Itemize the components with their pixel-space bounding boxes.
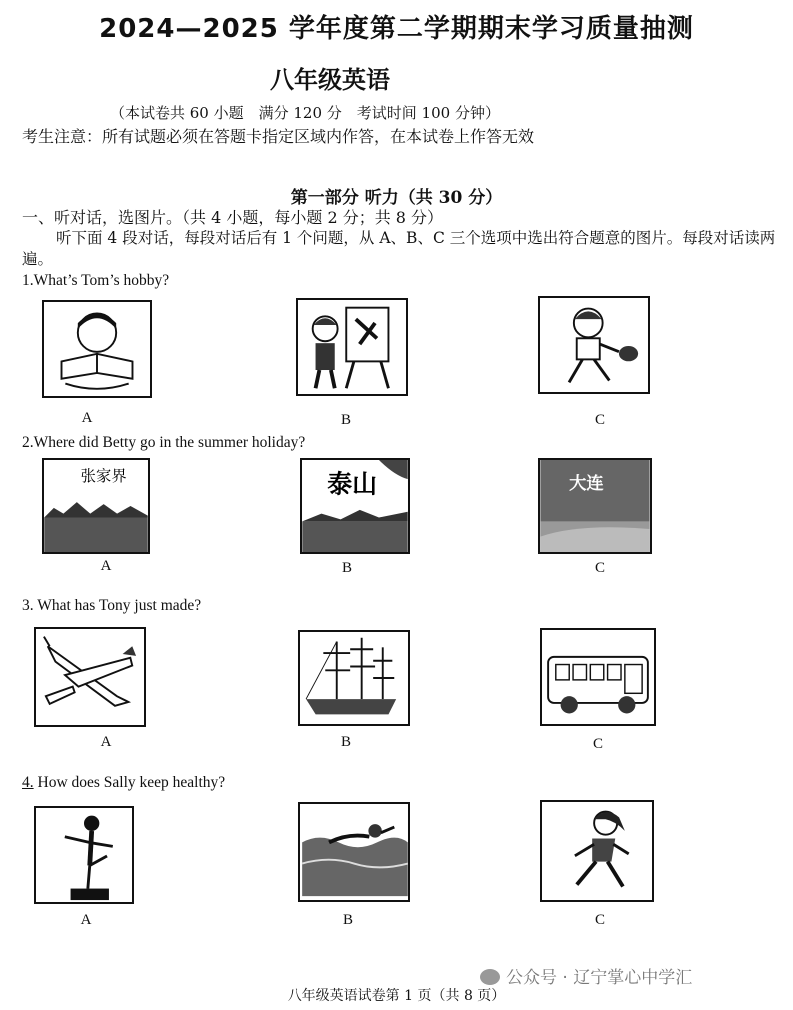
q3-option-a-label: A [100, 734, 112, 750]
question-4-text: How does Sally keep healthy? [33, 774, 226, 791]
q4-option-c-image [540, 800, 654, 902]
question-4-number: 4. [22, 774, 34, 791]
q1-option-c-image [538, 296, 650, 394]
part-heading: 第一部分 听力（共 30 分） [290, 188, 503, 208]
q2-option-a-image [42, 458, 150, 554]
question-3: 3. What has Tony just made? [22, 597, 202, 614]
wechat-icon [480, 969, 500, 985]
q1-option-c-label: C [594, 412, 605, 428]
q4-option-b-image [298, 802, 410, 902]
q2-option-a-caption: 张家界 [80, 467, 127, 486]
exam-subtitle: 八年级英语 [270, 66, 390, 94]
q2-option-c-image [538, 458, 652, 554]
exam-title: 2024—2025 学年度第二学期期末学习质量抽测 [99, 14, 694, 44]
q3-option-a-image [34, 627, 146, 727]
q3-option-b-label: B [340, 734, 351, 750]
question-4 [22, 774, 225, 792]
page-footer: 八年级英语试卷第 1 页（共 8 页） [287, 988, 506, 1004]
q2-option-b-image [300, 458, 410, 554]
q1-option-b-image [296, 298, 408, 396]
q3-option-c-label: C [592, 736, 603, 752]
q1-option-b-label: B [340, 412, 351, 428]
section-instruction: 听下面 4 段对话，每段对话后有 1 个问题，从 A、B、C 三个选项中选出符合题意的图片。每段对话读两遍。 [22, 229, 776, 268]
q1-option-a-label: A [81, 410, 93, 426]
section-heading: 一、听对话，选图片。（共 4 小题，每小题 2 分；共 8 分） [22, 208, 444, 227]
question-2: 2.Where did Betty go in the summer holiday? [22, 434, 306, 451]
question-1: 1.What’s Tom’s hobby? [22, 272, 170, 289]
q2-option-c-caption: 大连 [569, 473, 604, 494]
q3-option-c-image [540, 628, 656, 726]
q4-option-b-label: B [342, 912, 353, 928]
exam-notice: 考生注意：所有试题必须在答题卡指定区域内作答，在本试卷上作答无效 [22, 127, 535, 146]
q3-option-b-image [298, 630, 410, 726]
q2-option-b-label: B [341, 560, 352, 576]
q2-option-b-caption: 泰山 [327, 469, 378, 499]
q4-option-a-image [34, 806, 134, 904]
q4-option-a-label: A [80, 912, 92, 928]
watermark-text: 公众号 · 辽宁掌心中学汇 [506, 968, 693, 988]
q4-option-c-label: C [594, 912, 605, 928]
q2-option-a-label: A [100, 558, 112, 574]
q1-option-a-image [42, 300, 152, 398]
exam-info: （本试卷共 60 小题 满分 120 分 考试时间 100 分钟） [110, 104, 500, 122]
q2-option-c-label: C [594, 560, 605, 576]
